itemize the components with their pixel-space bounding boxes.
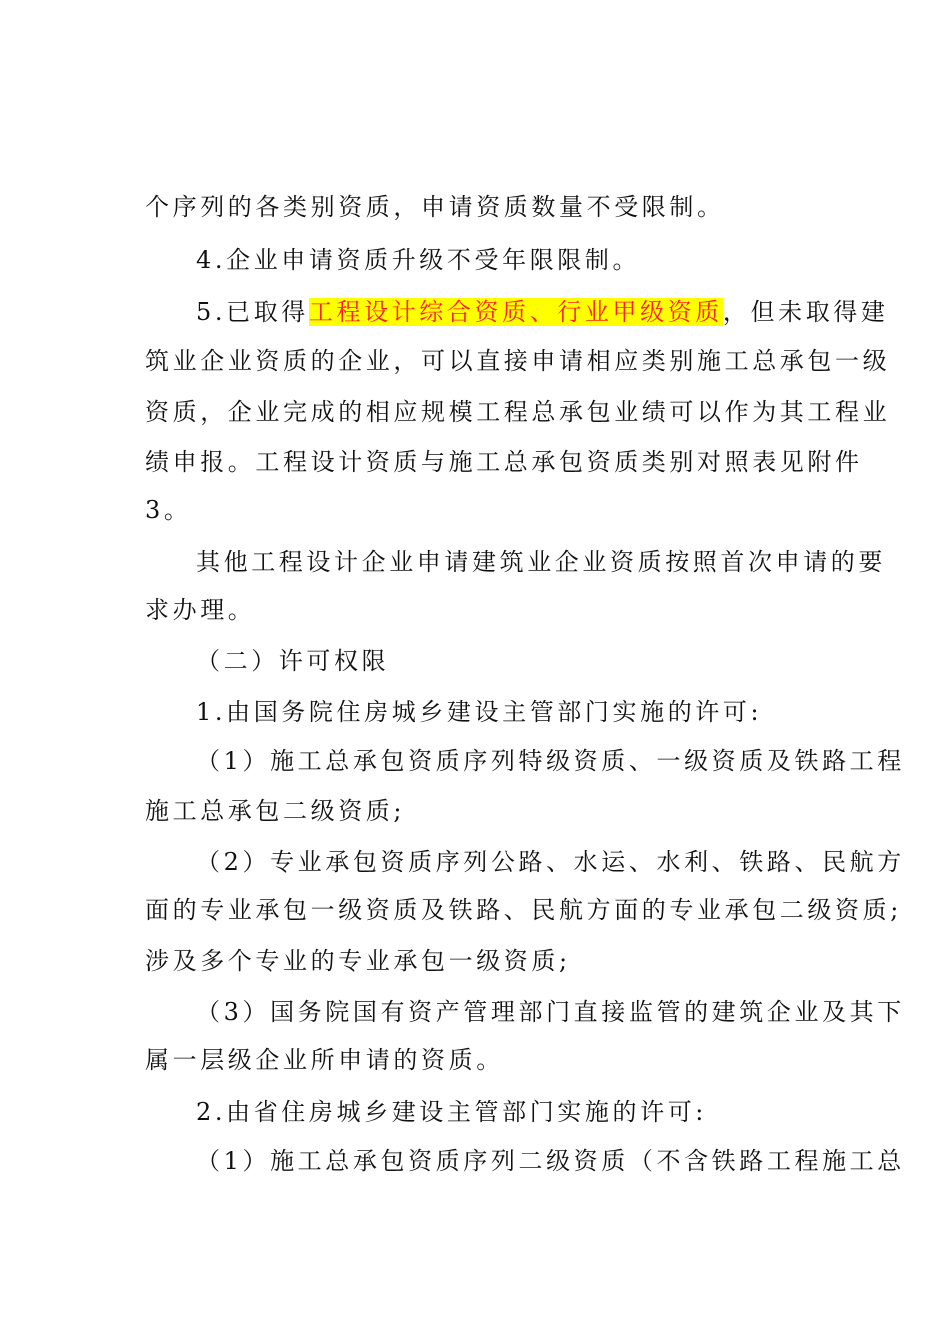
paragraph-line: 1.由国务院住房城乡建设主管部门实施的许可:: [196, 698, 763, 726]
paragraph-line: 涉及多个专业的专业承包一级资质;: [145, 947, 571, 975]
line-text-before: 5.已取得: [196, 298, 309, 326]
paragraph-line: （1）施工总承包资质序列特级资质、一级资质及铁路工程: [196, 747, 905, 775]
section-heading: （二）许可权限: [196, 647, 390, 675]
paragraph-line: 3。: [145, 496, 192, 524]
paragraph-line: 资质，企业完成的相应规模工程总承包业绩可以作为其工程业: [145, 398, 891, 426]
paragraph-line: 绩申报。工程设计资质与施工总承包资质类别对照表见附件: [145, 448, 863, 476]
paragraph-line: 面的专业承包一级资质及铁路、民航方面的专业承包二级资质;: [145, 896, 902, 924]
paragraph-line: 属一层级企业所申请的资质。: [145, 1046, 504, 1074]
paragraph-line: （1）施工总承包资质序列二级资质（不含铁路工程施工总: [196, 1147, 905, 1175]
paragraph-line: 筑业企业资质的企业，可以直接申请相应类别施工总承包一级: [145, 347, 891, 375]
paragraph-line: 其他工程设计企业申请建筑业企业资质按照首次申请的要: [196, 548, 886, 576]
line-text-after: ，但未取得建: [722, 298, 889, 326]
paragraph-line: 4.企业申请资质升级不受年限限制。: [196, 246, 641, 274]
paragraph-line: 施工总承包二级资质;: [145, 797, 406, 825]
paragraph-line: 求办理。: [145, 596, 256, 624]
paragraph-line: （2）专业承包资质序列公路、水运、水利、铁路、民航方: [196, 848, 905, 876]
paragraph-line-with-highlight: [196, 292, 889, 332]
paragraph-line: 2.由省住房城乡建设主管部门实施的许可:: [196, 1098, 707, 1126]
paragraph-line: 个序列的各类别资质，申请资质数量不受限制。: [145, 193, 725, 221]
paragraph-line: （3）国务院国有资产管理部门直接监管的建筑企业及其下: [196, 998, 905, 1026]
highlighted-text: 工程设计综合资质、行业甲级资质: [308, 298, 723, 326]
